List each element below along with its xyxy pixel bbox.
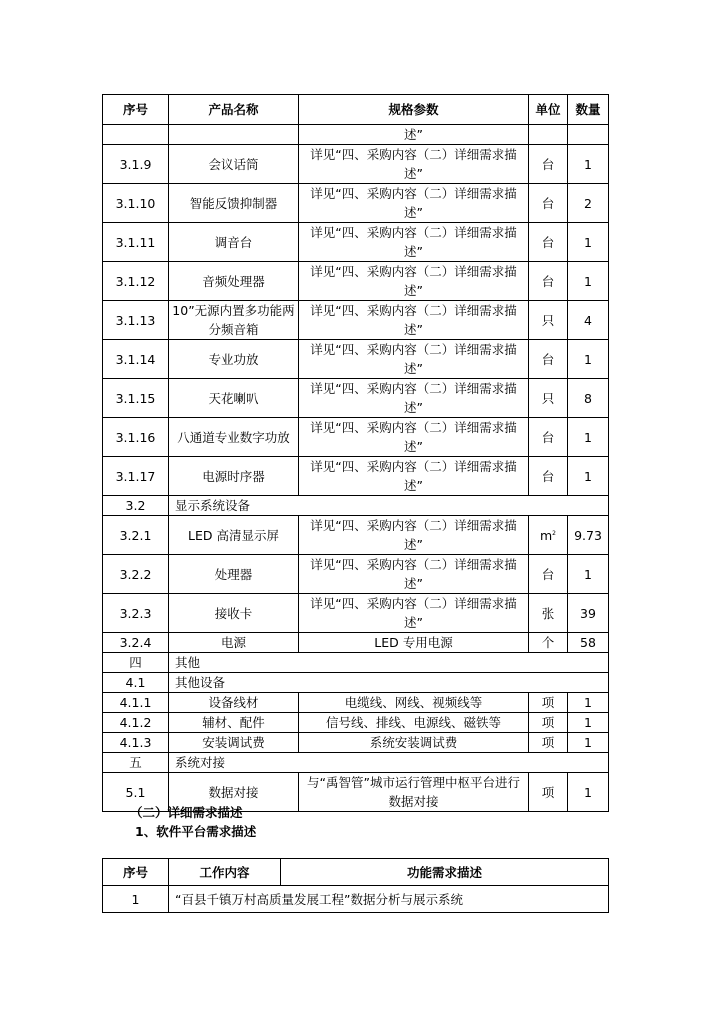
row-qty-text: 1 — [584, 715, 592, 730]
table-row — [103, 418, 609, 457]
row-qty-text: 1 — [584, 273, 592, 289]
row-qty — [568, 773, 609, 812]
row-qty-text: 8 — [584, 390, 592, 406]
row-qty-text: 1 — [584, 156, 592, 172]
row-name: 数据对接 — [169, 773, 299, 812]
row-qty — [568, 733, 609, 753]
sub-row-content: “百县千镇万村高质量发展工程”数据分析与展示系统 — [169, 886, 609, 913]
row-unit-text: 台 — [541, 351, 555, 367]
table-row — [103, 733, 609, 753]
row-qty-text: 1 — [584, 566, 592, 582]
row-unit — [529, 418, 568, 457]
row-unit — [529, 301, 568, 340]
row-qty — [568, 713, 609, 733]
sub-table-row — [103, 886, 609, 913]
row-no: 4.1.1 — [103, 693, 169, 713]
row-no: 3.2.4 — [103, 633, 169, 653]
row-qty — [568, 184, 609, 223]
row-spec: 系统安装调试费 — [299, 733, 529, 753]
section-row-5 — [103, 753, 609, 773]
row-no: 3.1.17 — [103, 457, 169, 496]
row-name: 音频处理器 — [169, 262, 299, 301]
table-row — [103, 457, 609, 496]
row-name: LED 高清显示屏 — [169, 516, 299, 555]
row-no: 3.1.14 — [103, 340, 169, 379]
row-spec: 详见“四、采购内容（二）详细需求描述” — [299, 340, 529, 379]
table-row — [103, 145, 609, 184]
row-qty — [568, 633, 609, 653]
row-qty — [568, 301, 609, 340]
row-unit — [529, 145, 568, 184]
row-name: 处理器 — [169, 555, 299, 594]
table-row — [103, 555, 609, 594]
row-no: 3.1.12 — [103, 262, 169, 301]
row-qty — [568, 516, 609, 555]
row-no: 3.1.15 — [103, 379, 169, 418]
row-name: 10”无源内置多功能两分频音箱 — [169, 301, 299, 340]
row-qty-text: 39 — [580, 605, 596, 621]
row-name: 接收卡 — [169, 594, 299, 633]
header-unit: 单位 — [529, 95, 568, 125]
continuation-row — [103, 125, 609, 145]
row-spec: 详见“四、采购内容（二）详细需求描述” — [299, 145, 529, 184]
row-unit — [529, 457, 568, 496]
row-unit — [529, 594, 568, 633]
row-spec: 详见“四、采购内容（二）详细需求描述” — [299, 184, 529, 223]
row-qty-text: 4 — [584, 312, 592, 328]
row-unit — [529, 516, 568, 555]
row-unit-text: 项 — [541, 735, 555, 750]
table-row — [103, 262, 609, 301]
section-row-3-2 — [103, 496, 609, 516]
row-qty-text: 1 — [584, 429, 592, 445]
row-name: 专业功放 — [169, 340, 299, 379]
sub-row-no: 1 — [103, 886, 169, 913]
row-spec: 详见“四、采购内容（二）详细需求描述” — [299, 418, 529, 457]
row-name: 智能反馈抑制器 — [169, 184, 299, 223]
row-unit — [529, 184, 568, 223]
row-name: 辅材、配件 — [169, 713, 299, 733]
sub-header-desc: 功能需求描述 — [281, 859, 609, 886]
table-row — [103, 594, 609, 633]
row-no: 3.1.9 — [103, 145, 169, 184]
function-table — [102, 858, 609, 913]
section-title: 显示系统设备 — [169, 496, 609, 516]
row-spec: 详见“四、采购内容（二）详细需求描述” — [299, 379, 529, 418]
row-name: 电源时序器 — [169, 457, 299, 496]
row-qty — [568, 145, 609, 184]
row-qty — [568, 262, 609, 301]
row-qty — [568, 594, 609, 633]
section-title: 其他设备 — [169, 673, 609, 693]
row-no: 3.1.16 — [103, 418, 169, 457]
row-unit-text: m — [539, 528, 553, 544]
row-unit — [529, 693, 568, 713]
row-qty — [568, 223, 609, 262]
row-spec: 详见“四、采购内容（二）详细需求描述” — [299, 301, 529, 340]
row-spec: 详见“四、采购内容（二）详细需求描述” — [299, 457, 529, 496]
row-spec: 详见“四、采购内容（二）详细需求描述” — [299, 262, 529, 301]
header-name: 产品名称 — [169, 95, 299, 125]
header-no: 序号 — [103, 95, 169, 125]
section-row-4 — [103, 653, 609, 673]
row-name: 设备线材 — [169, 693, 299, 713]
row-spec: 与“禹智管”城市运行管理中枢平台进行数据对接 — [299, 773, 529, 812]
row-unit-text: 项 — [541, 695, 555, 710]
row-name: 安装调试费 — [169, 733, 299, 753]
row-spec: LED 专用电源 — [299, 633, 529, 653]
row-unit-text: 项 — [541, 715, 555, 730]
row-qty-text: 9.73 — [574, 527, 602, 543]
row-unit — [529, 633, 568, 653]
row-qty-text: 2 — [584, 195, 592, 211]
row-no: 5.1 — [103, 773, 169, 812]
table-row — [103, 713, 609, 733]
row-no: 3.2.2 — [103, 555, 169, 594]
row-qty-text: 1 — [584, 695, 592, 710]
table-row — [103, 516, 609, 555]
row-qty — [568, 457, 609, 496]
row-unit-text: 只 — [541, 390, 555, 406]
table-row — [103, 184, 609, 223]
row-spec: 详见“四、采购内容（二）详细需求描述” — [299, 223, 529, 262]
row-unit — [529, 379, 568, 418]
row-spec: 详见“四、采购内容（二）详细需求描述” — [299, 555, 529, 594]
row-unit-text: 台 — [541, 273, 555, 289]
row-name: 天花喇叭 — [169, 379, 299, 418]
section-no: 4.1 — [103, 673, 169, 693]
row-unit — [529, 555, 568, 594]
row-name: 八通道专业数字功放 — [169, 418, 299, 457]
row-unit-text: 台 — [541, 195, 555, 211]
row-unit — [529, 223, 568, 262]
detail-heading: （二）详细需求描述 — [130, 805, 243, 820]
table-row — [103, 340, 609, 379]
row-unit — [529, 733, 568, 753]
section-no: 五 — [103, 753, 169, 773]
row-name: 会议话筒 — [169, 145, 299, 184]
row-qty — [568, 693, 609, 713]
row-unit-sup: 2 — [552, 530, 556, 538]
table-row — [103, 301, 609, 340]
sub-table-header-row — [103, 859, 609, 886]
row-unit-text: 台 — [541, 468, 555, 484]
row-spec: 详见“四、采购内容（二）详细需求描述” — [299, 594, 529, 633]
row-spec: 电缆线、网线、视频线等 — [299, 693, 529, 713]
header-spec: 规格参数 — [299, 95, 529, 125]
software-heading: 1、软件平台需求描述 — [135, 824, 257, 839]
row-unit-text: 只 — [541, 312, 555, 328]
table-row — [103, 693, 609, 713]
row-unit-text: 台 — [541, 156, 555, 172]
row-spec: 详见“四、采购内容（二）详细需求描述” — [299, 516, 529, 555]
row-qty — [568, 340, 609, 379]
row-no: 3.1.11 — [103, 223, 169, 262]
row-no: 3.1.13 — [103, 301, 169, 340]
row-unit-text: 项 — [541, 784, 555, 800]
row-qty-text: 58 — [580, 635, 596, 650]
section-no: 四 — [103, 653, 169, 673]
section-title: 系统对接 — [169, 753, 609, 773]
row-qty-text: 1 — [584, 735, 592, 750]
row-qty-text: 1 — [584, 468, 592, 484]
row-no: 3.1.10 — [103, 184, 169, 223]
row-qty-text: 1 — [584, 234, 592, 250]
row-unit — [529, 773, 568, 812]
table-header-row — [103, 95, 609, 125]
row-qty-text: 1 — [584, 784, 592, 800]
row-qty — [568, 555, 609, 594]
row-no: 3.2.3 — [103, 594, 169, 633]
section-title: 其他 — [169, 653, 609, 673]
sub-header-content: 工作内容 — [169, 859, 281, 886]
row-qty — [568, 418, 609, 457]
row-qty-text: 1 — [584, 351, 592, 367]
row-unit — [529, 713, 568, 733]
row-unit-text: 台 — [541, 566, 555, 582]
procurement-table — [102, 94, 609, 812]
section-no: 3.2 — [103, 496, 169, 516]
table-row — [103, 223, 609, 262]
row-name: 调音台 — [169, 223, 299, 262]
row-unit-text: 台 — [541, 429, 555, 445]
row-spec: 信号线、排线、电源线、磁铁等 — [299, 713, 529, 733]
sub-header-no: 序号 — [103, 859, 169, 886]
row-no: 3.2.1 — [103, 516, 169, 555]
row-unit-text: 张 — [541, 605, 555, 621]
table-row — [103, 633, 609, 653]
row-no: 4.1.2 — [103, 713, 169, 733]
continuation-text: 述” — [299, 125, 529, 145]
section-row-4-1 — [103, 673, 609, 693]
row-name: 电源 — [169, 633, 299, 653]
header-qty: 数量 — [568, 95, 609, 125]
row-unit-text: 个 — [541, 635, 555, 650]
table-row — [103, 379, 609, 418]
row-no: 4.1.3 — [103, 733, 169, 753]
row-qty — [568, 379, 609, 418]
row-unit — [529, 262, 568, 301]
row-unit — [529, 340, 568, 379]
row-unit-text: 台 — [541, 234, 555, 250]
